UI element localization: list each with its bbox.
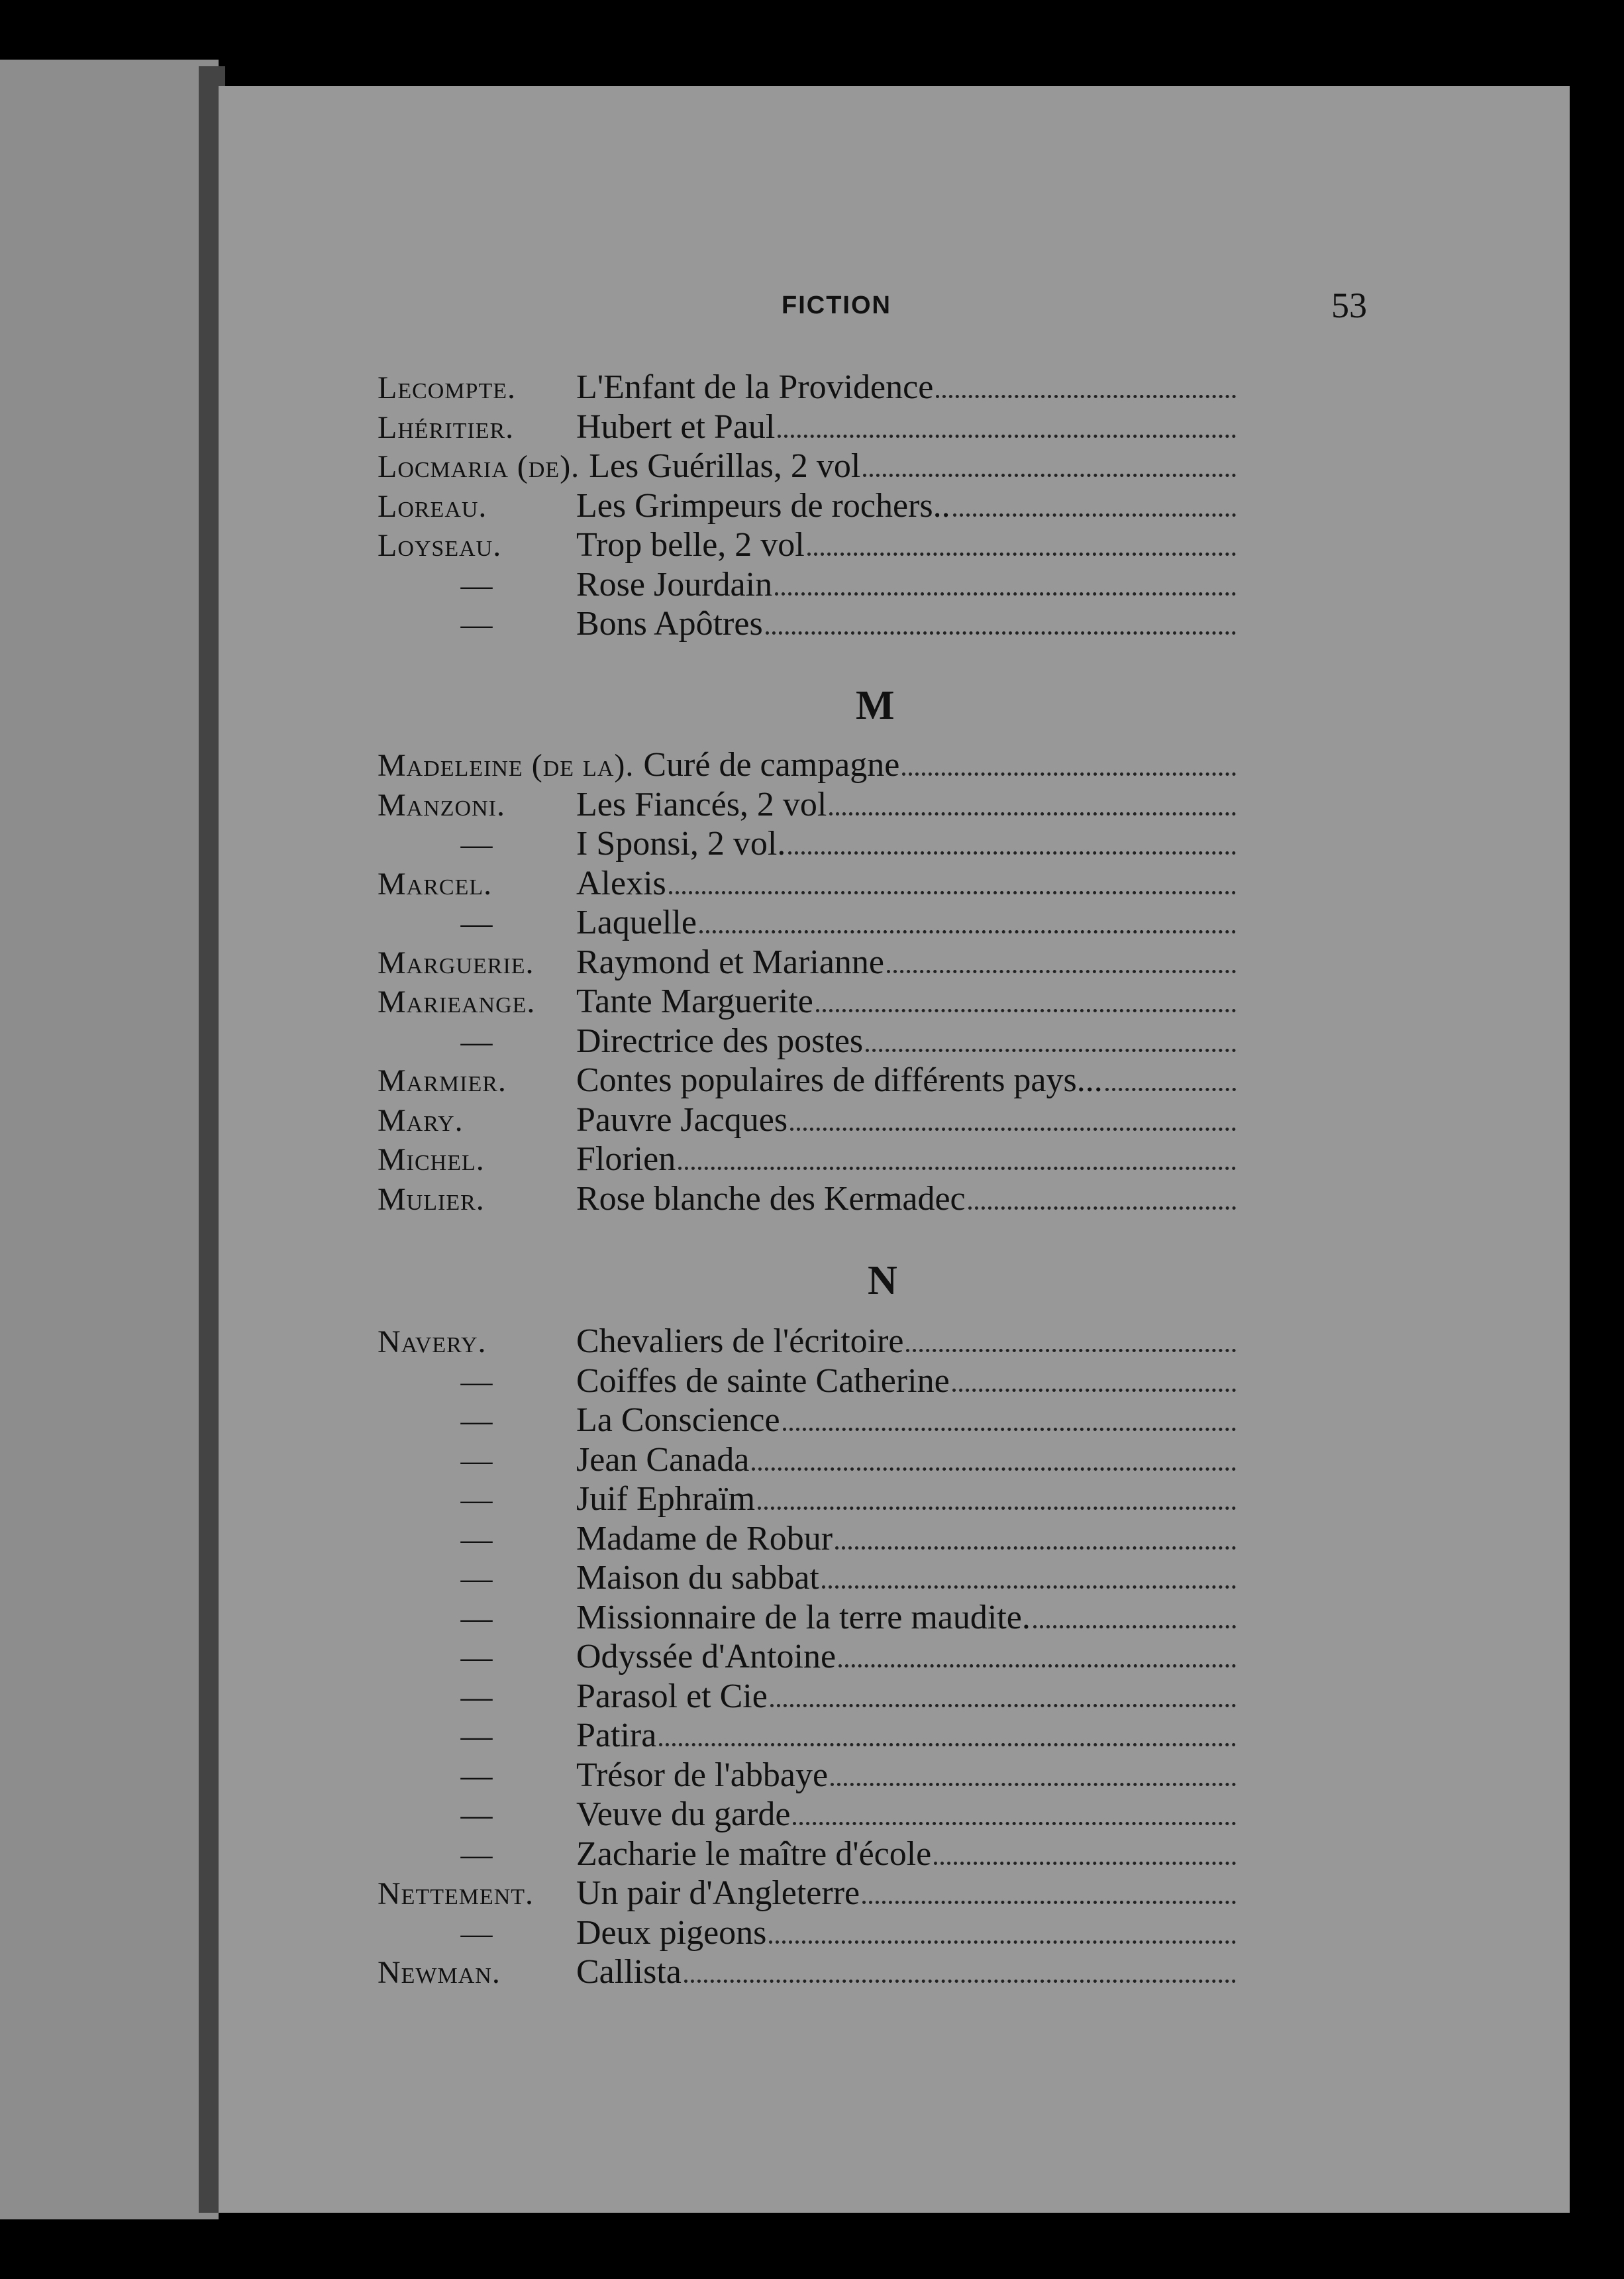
- section-m: [378, 745, 1239, 1218]
- dot-leader: [1033, 1625, 1236, 1628]
- index-entry: [378, 1519, 1239, 1559]
- book-title: Callista: [576, 1953, 682, 1991]
- book-title: I Sponsi, 2 vol.: [576, 825, 786, 863]
- author-name: Nettement.: [378, 1876, 534, 1911]
- ditto-dash: —: [460, 1915, 493, 1951]
- dot-leader: [790, 1128, 1236, 1131]
- book-title: Les Guérillas, 2 vol: [589, 447, 861, 485]
- book-title: Maison du sabbat: [576, 1559, 819, 1597]
- ditto-dash: —: [460, 1442, 493, 1478]
- ditto-dash: —: [460, 1640, 493, 1675]
- ditto-dash: —: [460, 1482, 493, 1517]
- dot-leader: [770, 1704, 1236, 1707]
- ditto-dash: —: [460, 1363, 493, 1399]
- index-entry: [378, 903, 1239, 943]
- index-entry: [378, 824, 1239, 864]
- index-entry: [378, 1677, 1239, 1717]
- dot-leader: [863, 474, 1236, 477]
- dot-leader: [906, 1349, 1236, 1352]
- index-entry: [378, 525, 1239, 565]
- facing-page: [0, 60, 219, 2219]
- index-entry: [378, 604, 1239, 644]
- ditto-dash: —: [460, 567, 493, 603]
- dot-leader: [783, 1428, 1236, 1431]
- section-l: [378, 368, 1239, 644]
- author-name: Michel.: [378, 1142, 485, 1177]
- dot-leader: [699, 930, 1236, 933]
- page-number: 53: [1331, 286, 1367, 325]
- author-name: Madeleine (de la).: [378, 748, 634, 783]
- book-title: Pauvre Jacques: [576, 1100, 788, 1139]
- dot-leader: [831, 1783, 1236, 1786]
- dot-leader: [862, 1901, 1236, 1904]
- index-entry: [378, 368, 1239, 407]
- author-name: Marcel.: [378, 866, 493, 902]
- book-title: Laquelle: [576, 904, 697, 941]
- index-entry: [378, 864, 1239, 904]
- book-title: Rose blanche des Kermadec: [576, 1179, 966, 1218]
- ditto-dash: —: [460, 1024, 493, 1059]
- book-title: La Conscience: [576, 1401, 780, 1439]
- book-title: Directrice des postes: [576, 1022, 864, 1060]
- index-entry: [378, 1874, 1239, 1913]
- index-entry: [378, 982, 1239, 1022]
- index-entry: [378, 1361, 1239, 1401]
- index-entry: [378, 1401, 1239, 1440]
- dot-leader: [822, 1585, 1236, 1589]
- author-name: Marieange.: [378, 984, 536, 1020]
- dot-leader: [838, 1664, 1236, 1668]
- book-title: Contes populaires de différents pays...: [576, 1061, 1103, 1099]
- ditto-dash: —: [460, 1679, 493, 1715]
- index-entry: [378, 943, 1239, 982]
- dot-leader: [835, 1546, 1236, 1550]
- ditto-dash: —: [460, 1797, 493, 1832]
- dot-leader: [775, 592, 1236, 596]
- book-title: Odyssée d'Antoine: [576, 1638, 837, 1675]
- dot-leader: [968, 1206, 1236, 1210]
- author-name: Newman.: [378, 1955, 501, 1990]
- dot-leader: [934, 1862, 1236, 1865]
- index-entry: [378, 1479, 1239, 1519]
- book-title: Deux pigeons: [576, 1913, 767, 1952]
- author-name: Locmaria (de).: [378, 449, 580, 484]
- dot-leader: [1105, 1088, 1236, 1091]
- index-entry: [378, 565, 1239, 605]
- author-name: Marmier.: [378, 1063, 507, 1098]
- book-title: Juif Ephraïm: [576, 1480, 756, 1518]
- index-entry: [378, 1558, 1239, 1598]
- index-entry: [378, 486, 1239, 526]
- index-entry: [378, 1637, 1239, 1677]
- ditto-dash: —: [460, 1561, 493, 1596]
- dot-leader: [752, 1467, 1236, 1471]
- dot-leader: [684, 1980, 1236, 1983]
- ditto-dash: —: [460, 1758, 493, 1793]
- dot-leader: [816, 1009, 1236, 1012]
- book-title: Missionnaire de la terre maudite.: [576, 1598, 1031, 1636]
- index-entry: [378, 1061, 1239, 1100]
- author-name: Marguerie.: [378, 945, 534, 980]
- index-entry: [378, 447, 1239, 486]
- running-title: FICTION: [782, 292, 891, 319]
- ditto-dash: —: [460, 1403, 493, 1438]
- index-entry: [378, 1598, 1239, 1638]
- book-title: Les Fiancés, 2 vol: [576, 785, 827, 823]
- index-entry: [378, 785, 1239, 825]
- book-title: Patira: [576, 1717, 657, 1754]
- dot-leader: [952, 1389, 1236, 1392]
- ditto-dash: —: [460, 906, 493, 941]
- dot-leader: [669, 891, 1236, 894]
- author-name: Mary.: [378, 1102, 464, 1138]
- book-title: Alexis: [576, 864, 666, 902]
- index-entry: [378, 745, 1239, 785]
- dot-leader: [769, 1940, 1236, 1944]
- author-name: Loyseau.: [378, 528, 502, 563]
- book-title: Trop belle, 2 vol: [576, 526, 805, 564]
- index-entry: [378, 1179, 1239, 1219]
- dot-leader: [936, 395, 1236, 398]
- dot-leader: [793, 1822, 1236, 1825]
- author-name: Navery.: [378, 1324, 487, 1359]
- author-name: Lhéritier.: [378, 409, 515, 445]
- index-entry: [378, 1022, 1239, 1061]
- section-n: [378, 1322, 1239, 1992]
- author-name: Loreau.: [378, 488, 487, 524]
- index-entry: [378, 1140, 1239, 1179]
- dot-leader: [788, 851, 1236, 855]
- author-name: Manzoni.: [378, 787, 505, 823]
- book-title: L'Enfant de la Providence: [576, 368, 934, 406]
- index-entry: [378, 1322, 1239, 1361]
- book-title: Un pair d'Angleterre: [576, 1874, 860, 1912]
- book-title: Coiffes de sainte Catherine: [576, 1361, 950, 1400]
- index-entry: [378, 1100, 1239, 1140]
- section-letter-n: N: [868, 1258, 897, 1303]
- dot-leader: [778, 435, 1236, 438]
- book-title: Hubert et Paul: [576, 407, 776, 446]
- dot-leader: [902, 772, 1236, 776]
- book-title: Zacharie le maître d'école: [576, 1834, 932, 1873]
- ditto-dash: —: [460, 1521, 493, 1557]
- index-entry: [378, 1952, 1239, 1992]
- book-title: Curé de campagne: [643, 746, 900, 784]
- dot-leader: [766, 631, 1236, 635]
- ditto-dash: —: [460, 1719, 493, 1754]
- book-title: Madame de Robur: [576, 1519, 833, 1558]
- book-title: Chevaliers de l'écritoire: [576, 1322, 904, 1360]
- book-title: Jean Canada: [576, 1440, 750, 1479]
- ditto-dash: —: [460, 607, 493, 642]
- book-title: Parasol et Cie: [576, 1677, 768, 1715]
- dot-leader: [829, 812, 1236, 816]
- index-entry: [378, 1756, 1239, 1795]
- book-title: Les Grimpeurs de rochers..: [576, 486, 950, 525]
- ditto-dash: —: [460, 1600, 493, 1636]
- book-title: Rose Jourdain: [576, 565, 773, 604]
- dot-leader: [866, 1049, 1236, 1052]
- book-title: Raymond et Marianne: [576, 943, 884, 981]
- dot-leader: [807, 553, 1236, 556]
- book-title: Bons Apôtres: [576, 605, 763, 643]
- author-name: Mulier.: [378, 1181, 485, 1217]
- dot-leader: [887, 970, 1236, 973]
- book-title: Trésor de l'abbaye: [576, 1756, 829, 1794]
- section-letter-m: M: [856, 683, 895, 728]
- ditto-dash: —: [460, 1836, 493, 1872]
- dot-leader: [678, 1167, 1236, 1170]
- book-title: Florien: [576, 1140, 676, 1178]
- dot-leader: [758, 1507, 1236, 1510]
- dot-leader: [659, 1743, 1236, 1746]
- book-title: Tante Marguerite: [576, 982, 813, 1020]
- index-entry: [378, 1913, 1239, 1953]
- index-entry: [378, 1834, 1239, 1874]
- index-entry: [378, 1440, 1239, 1480]
- ditto-dash: —: [460, 827, 493, 862]
- dot-leader: [953, 513, 1236, 517]
- index-entry: [378, 1716, 1239, 1756]
- book-title: Veuve du garde: [576, 1795, 791, 1833]
- index-entry: [378, 1795, 1239, 1834]
- author-name: Lecompte.: [378, 370, 516, 405]
- index-entry: [378, 407, 1239, 447]
